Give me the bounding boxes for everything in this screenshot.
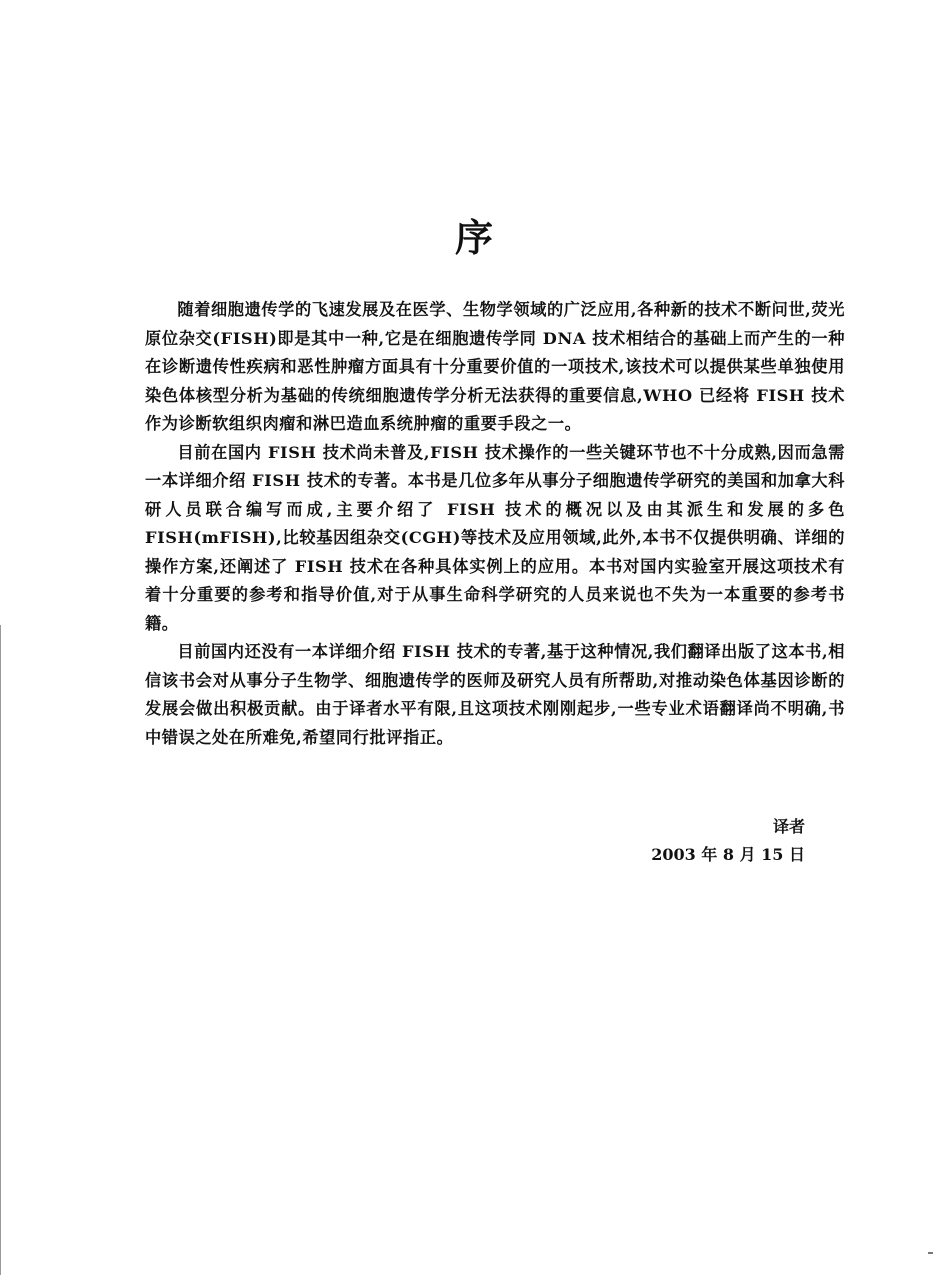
signature-author: 译者	[772, 817, 805, 836]
preface-body	[145, 296, 845, 752]
paragraph-2: 目前在国内 FISH 技术尚未普及,FISH 技术操作的一些关键环节也不十分成熟,因而急需一本详细介绍 FISH 技术的专著。本书是几位多年从事分子细胞遗传学研究的美国和加拿大科研人员联合编写而成,主要介绍了 FISH 技术的概况以及由其派生和发展的多色 FISH(mFISH),比较基因组杂交(CGH)等技术及应用领域,此外,本书不仅提供明确、详细的操作方案,还阐述了 FISH 技术在各种具体实例上的应用。本书对国内实验室开展这项技术有着十分重要的参考和指导价值,对于从事生命科学研究的人员来说也不失为一本重要的参考书籍。	[145, 442, 845, 633]
page-title: 序	[454, 216, 495, 261]
paragraph-1: 随着细胞遗传学的飞速发展及在医学、生物学领域的广泛应用,各种新的技术不断问世,荧光原位杂交(FISH)即是其中一种,它是在细胞遗传学同 DNA 技术相结合的基础上而产生的一种在诊断遗传性疾病和恶性肿瘤方面具有十分重要价值的一项技术,该技术可以提供某些单独使用染色体核型分析为基础的传统细胞遗传学分析无法获得的重要信息,WHO 已经将 FISH 技术作为诊断软组织肉瘤和淋巴造血系统肿瘤的重要手段之一。	[145, 300, 845, 433]
paragraph-3: 目前国内还没有一本详细介绍 FISH 技术的专著,基于这种情况,我们翻译出版了这本书,相信该书会对从事分子生物学、细胞遗传学的医师及研究人员有所帮助,对推动染色体基因诊断的发展会做出积极贡献。由于译者水平有限,且这项技术刚刚起步,一些专业术语翻译尚不明确,书中错误之处在所难免,希望同行批评指正。	[145, 642, 845, 747]
scan-edge-line	[0, 625, 1, 1275]
signature-date: 2003 年 8 月 15 日	[651, 845, 805, 864]
scan-mark	[928, 1252, 933, 1254]
signature-block	[560, 813, 805, 869]
